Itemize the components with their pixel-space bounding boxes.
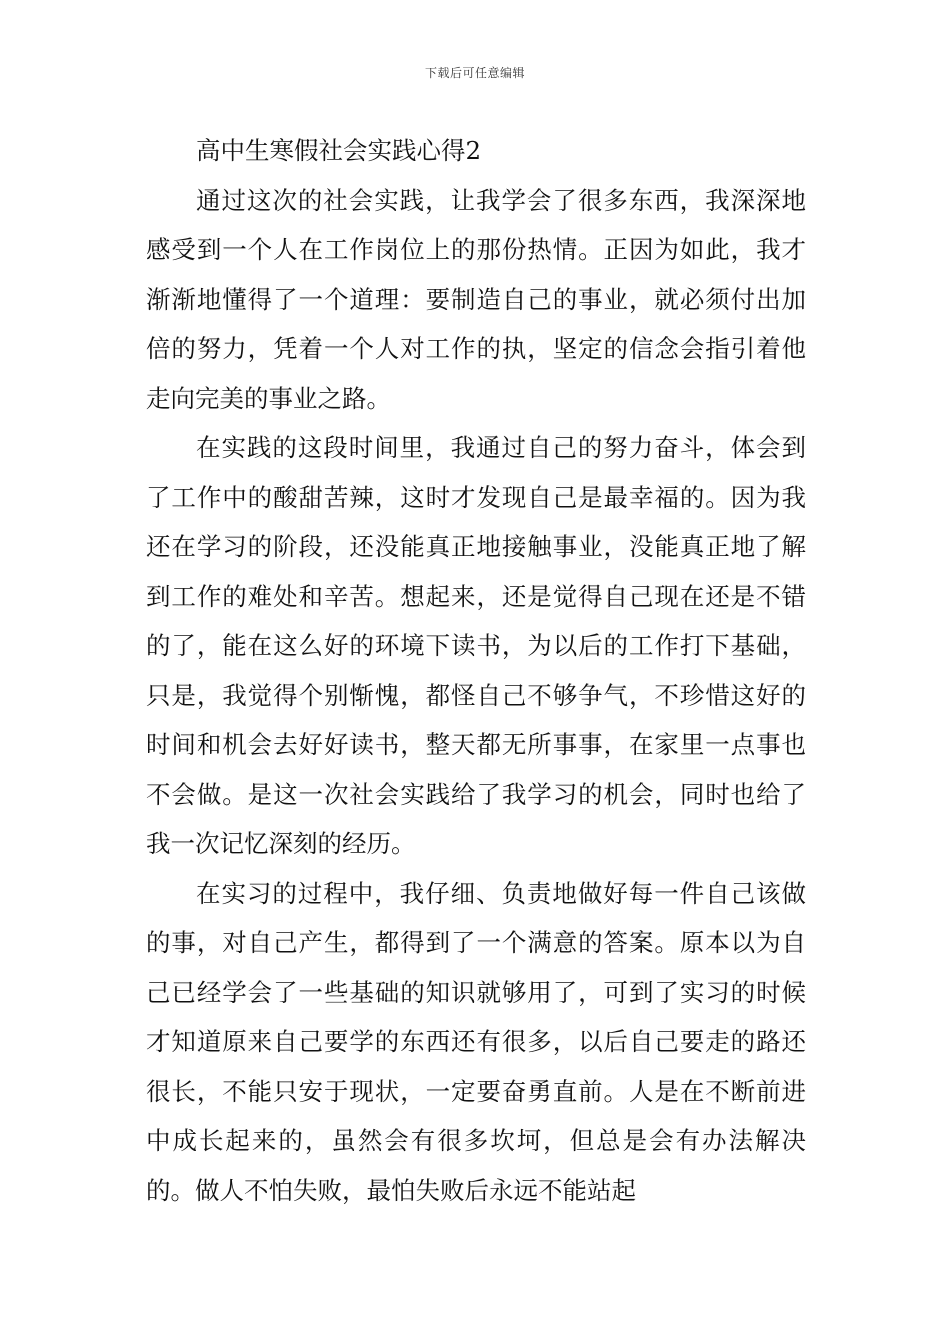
paragraph-3: 在实习的过程中，我仔细、负责地做好每一件自己该做的事，对自己产生，都得到了一个满意的答案。原本以为自己已经学会了一些基础的知识就够用了，可到了实习的时候才知道原来自己要学的东西还有很多，以后自己要走的路还很长，不能只安于现状，一定要奋勇直前。人是在不断前进中成长起来的，虽然会有很多坎坷，但总是会有办法解决的。做人不怕失败，最怕失败后永远不能站起 <box>146 878 806 1205</box>
paragraph-1: 通过这次的社会实践，让我学会了很多东西，我深深地感受到一个人在工作岗位上的那份热情。正因为如此，我才渐渐地懂得了一个道理：要制造自己的事业，就必须付出加倍的努力，凭着一个人对工作的执，坚定的信念会指引着他走向完美的事业之路。 <box>146 185 806 413</box>
document-title: 高中生寒假社会实践心得2 <box>196 136 482 165</box>
paragraph-2: 在实践的这段时间里，我通过自己的努力奋斗，体会到了工作中的酸甜苦辣，这时才发现自己是最幸福的。因为我还在学习的阶段，还没能真正地接触事业，没能真正地了解到工作的难处和辛苦。想起来，还是觉得自己现在还是不错的了，能在这么好的环境下读书，为以后的工作打下基础，只是，我觉得个别惭愧，都怪自己不够争气，不珍惜这好的时间和机会去好好读书，整天都无所事事，在家里一点事也不会做。是这一次社会实践给了我学习的机会，同时也给了我一次记忆深刻的经历。 <box>146 433 806 858</box>
document-body <box>146 126 806 1215</box>
header-note: 下载后可任意编辑 <box>424 66 525 80</box>
